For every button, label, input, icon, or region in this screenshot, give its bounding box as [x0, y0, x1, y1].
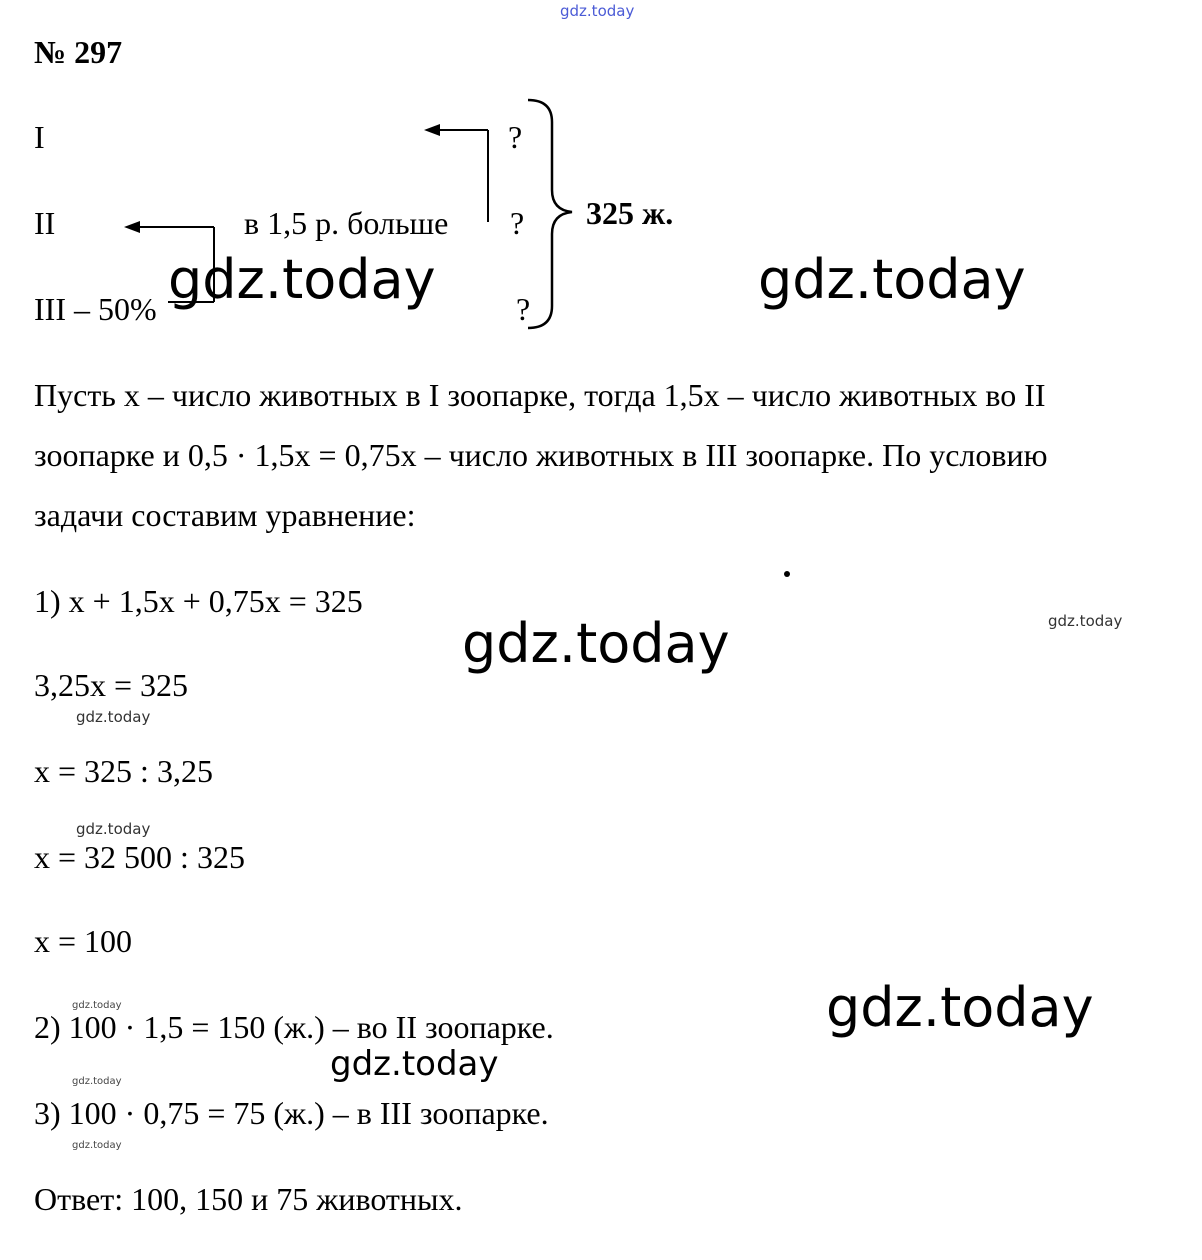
stray-dot	[784, 571, 790, 577]
watermark-big-3: gdz.today	[462, 612, 730, 675]
watermark-small-1: gdz.today	[1048, 612, 1123, 630]
watermark-small-2: gdz.today	[76, 708, 151, 726]
total-label: 325 ж.	[586, 195, 674, 231]
step-3-equation: 3) 100 · 0,75 = 75 (ж.) – в III зоопарке.	[34, 1095, 549, 1131]
step-1-equation: 1) х + 1,5х + 0,75х = 325	[34, 583, 363, 619]
paragraph-line-3: задачи составим уравнение:	[34, 497, 416, 533]
watermark-tiny-2: gdz.today	[72, 1076, 122, 1087]
question-row2: ?	[510, 205, 525, 241]
watermark-big-4: gdz.today	[826, 976, 1094, 1039]
equation-3: х = 325 : 3,25	[34, 753, 213, 789]
curly-brace	[528, 100, 572, 328]
arrow-head-row2	[124, 221, 140, 233]
watermark-tiny-1: gdz.today	[72, 1000, 122, 1011]
equation-2: 3,25х = 325	[34, 667, 189, 703]
row2-label: II	[34, 205, 56, 241]
row3-label: III – 50%	[34, 291, 157, 327]
paragraph-line-1: Пусть х – число животных в I зоопарке, тогда 1,5х – число животных во II	[34, 377, 1046, 413]
equation-5: х = 100	[34, 923, 133, 959]
row1-label: I	[34, 119, 45, 155]
arrow-head-row1	[424, 124, 440, 136]
problem-number: № 297	[34, 34, 123, 70]
step-2-equation: 2) 100 · 1,5 = 150 (ж.) – во II зоопарке.	[34, 1009, 554, 1045]
watermark-medium-1: gdz.today	[330, 1044, 499, 1084]
watermark-big-2: gdz.today	[758, 248, 1026, 311]
relation-label: в 1,5 р. больше	[244, 205, 449, 241]
watermark-small-3: gdz.today	[76, 820, 151, 838]
watermark-top: gdz.today	[560, 2, 635, 20]
question-row3: ?	[516, 291, 531, 327]
paragraph-line-2: зоопарке и 0,5 · 1,5х = 0,75х – число животных в III зоопарке. По условию	[34, 437, 1048, 473]
answer: Ответ: 100, 150 и 75 животных.	[34, 1181, 463, 1217]
watermark-big-1: gdz.today	[168, 248, 436, 311]
watermark-tiny-3: gdz.today	[72, 1140, 122, 1151]
question-row1: ?	[508, 119, 523, 155]
equation-4: х = 32 500 : 325	[34, 839, 245, 875]
